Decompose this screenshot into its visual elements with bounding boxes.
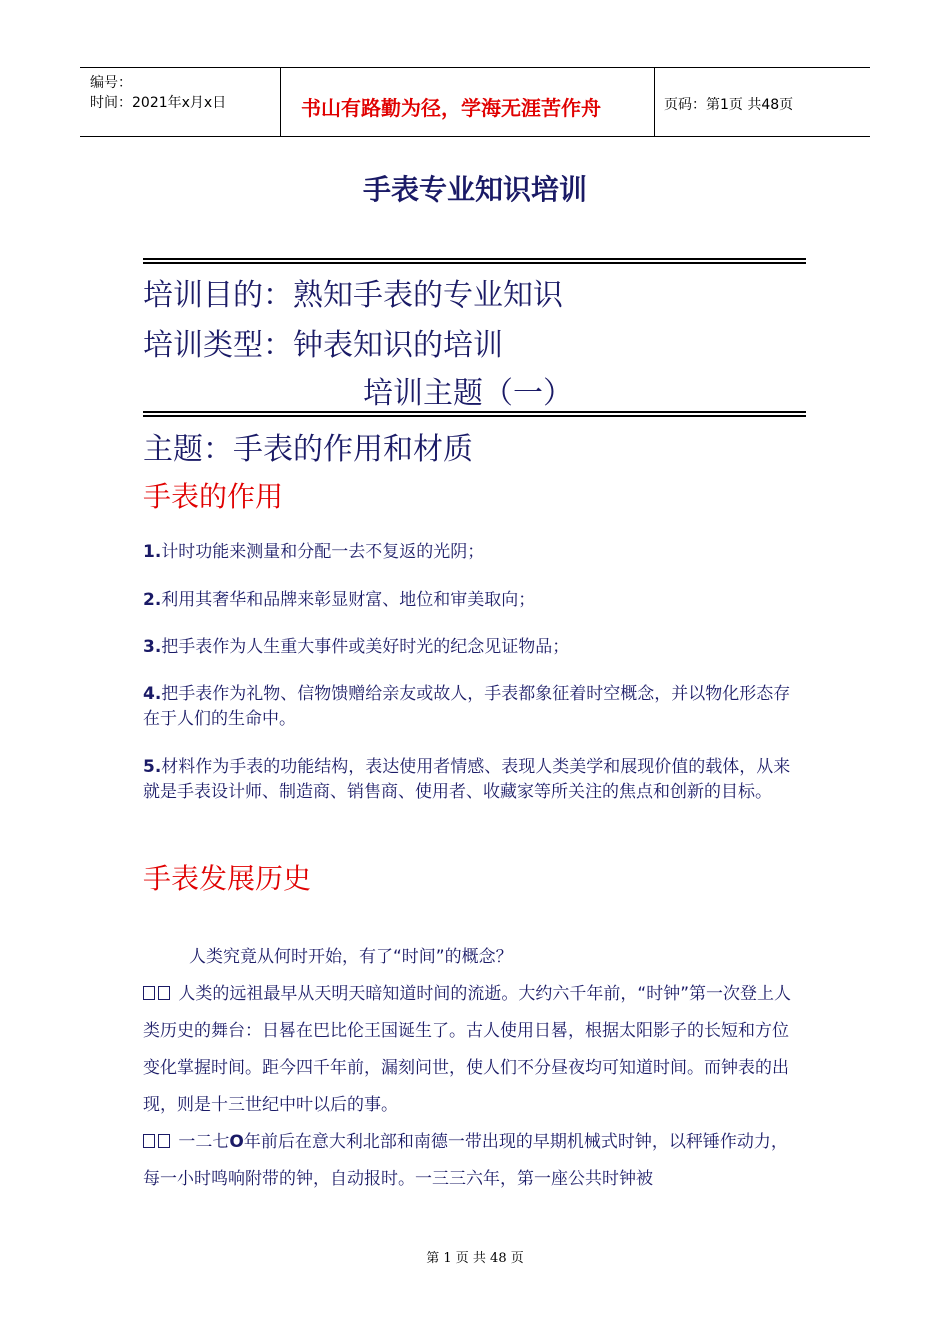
item-number: 4. <box>143 684 162 704</box>
training-type: 培训类型：钟表知识的培训 <box>143 328 503 363</box>
training-objective: 培训目的：熟知手表的专业知识 <box>143 278 563 313</box>
history-paragraph: 人类的远祖最早从天明天暗知道时间的流逝。大约六千年前，“时钟”第一次登上人类历史的舞台：日晷在巴比伦王国诞生了。古人使用日晷，根据太阳影子的长短和方位变化掌握时间。距今四千年前，漏刻问世，使人们不分昼夜均可知道时间。而钟表的出现，则是十三世纪中叶以后的事。 <box>143 984 792 1115</box>
training-theme: 培训主题（一） <box>363 376 573 411</box>
section-heading-function: 手表的作用 <box>143 480 284 513</box>
list-item <box>143 682 803 732</box>
placeholder-glyph-icon <box>143 1134 155 1148</box>
item-number: 3. <box>143 637 162 657</box>
divider-top <box>143 258 806 264</box>
serial-label: 编号： <box>90 75 132 91</box>
header-page-cell <box>655 68 870 136</box>
list-item <box>143 635 803 660</box>
header-table <box>80 67 870 137</box>
divider-bottom <box>143 411 806 417</box>
placeholder-glyph-icon <box>143 986 155 1000</box>
list-item <box>143 588 803 613</box>
item-text: 计时功能来测量和分配一去不复返的光阴； <box>161 542 485 562</box>
date-label: 时间：2021年x月x日 <box>90 95 227 111</box>
history-text <box>143 939 803 1198</box>
item-text: 把手表作为礼物、信物馈赠给亲友或故人，手表都象征着时空概念，并以物化形态存在于人们的生命中。 <box>143 684 791 729</box>
subject-heading: 主题：手表的作用和材质 <box>143 432 473 467</box>
item-text: 利用其奢华和品牌来彰显财富、地位和审美取向； <box>161 590 536 610</box>
document-title: 手表专业知识培训 <box>362 173 587 206</box>
motto: 书山有路勤为径，学海无涯苦作舟 <box>301 96 601 120</box>
placeholder-glyph-icon <box>158 986 170 1000</box>
list-item <box>143 755 803 805</box>
history-intro: 人类究竟从何时开始，有了“时间”的概念？ <box>189 947 513 967</box>
history-paragraph: 一二七O年前后在意大利北部和南德一带出现的早期机械式时钟，以秤锤作动力，每一小时鸣响附带的钟，自动报时。一三三六年，第一座公共时钟被 <box>143 1132 788 1189</box>
list-item <box>143 540 803 565</box>
section-heading-history: 手表发展历史 <box>143 862 312 895</box>
item-text: 把手表作为人生重大事件或美好时光的纪念见证物品； <box>161 637 570 657</box>
page-info: 页码：第1页 共48页 <box>664 97 794 113</box>
item-text: 材料作为手表的功能结构，表达使用者情感、表现人类美学和展现价值的载体，从来就是手表设计师、制造商、销售商、使用者、收藏家等所关注的焦点和创新的目标。 <box>143 757 791 802</box>
placeholder-glyph-icon <box>158 1134 170 1148</box>
item-number: 1. <box>143 542 162 562</box>
item-number: 5. <box>143 757 162 777</box>
item-number: 2. <box>143 590 162 610</box>
header-meta-cell <box>80 68 281 136</box>
header-motto-cell <box>281 68 655 136</box>
page-footer: 第 1 页 共 48 页 <box>426 1251 524 1266</box>
